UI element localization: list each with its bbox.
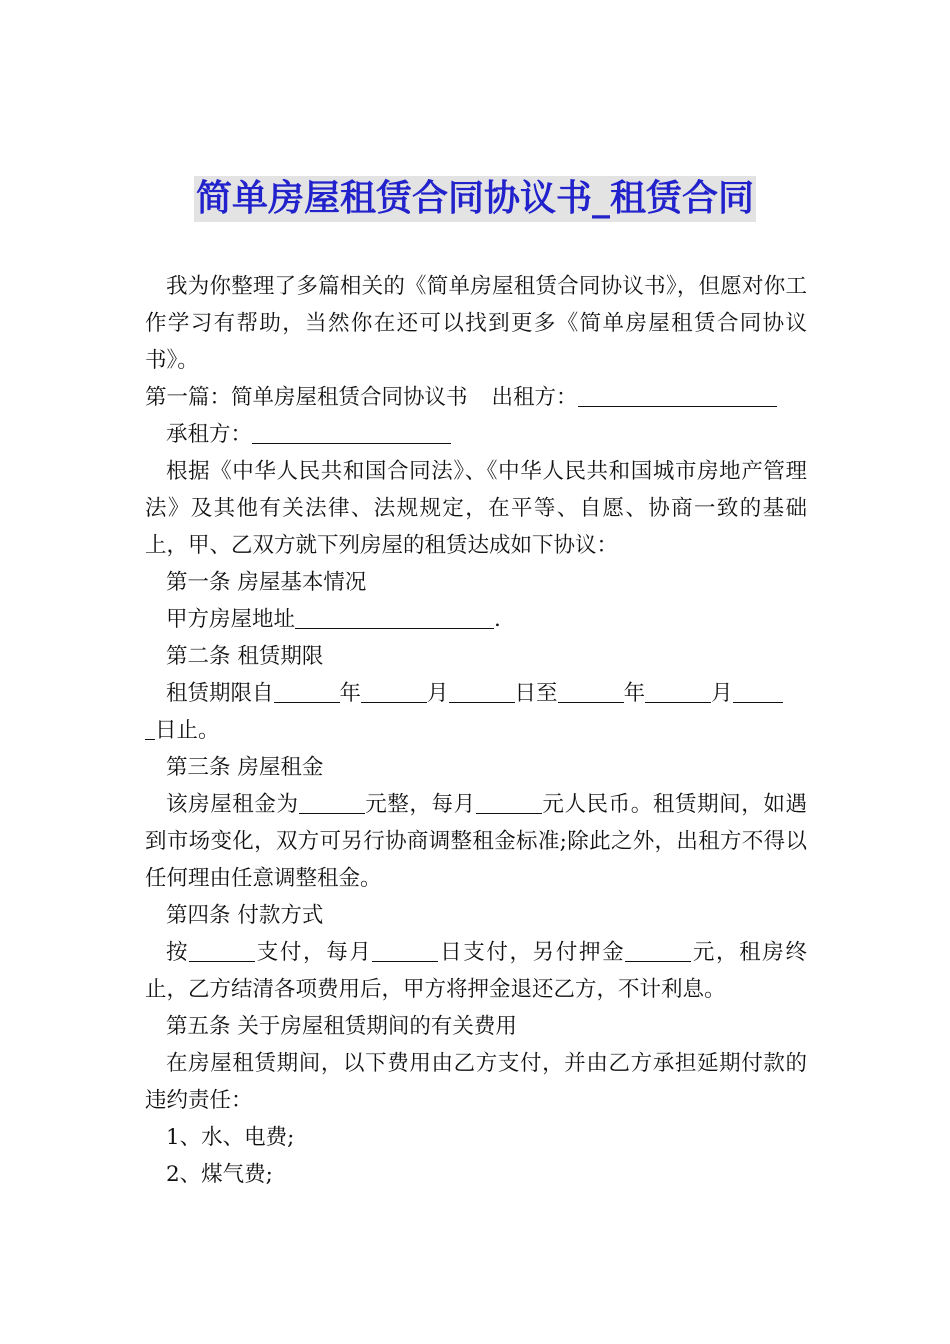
article4-paragraph (145, 934, 807, 1008)
lessee-blank (252, 421, 451, 444)
payment-monthly-label: 支付，每月 (255, 940, 373, 965)
article1-end: . (494, 607, 501, 632)
article5-paragraph: 在房屋租赁期间，以下费用由乙方支付，并由乙方承担延期付款的违约责任： (145, 1051, 807, 1113)
term-from-label: 租赁期限自 (166, 681, 274, 706)
term-end-label: 日止。 (155, 718, 220, 743)
document-title: 简单房屋租赁合同协议书_租赁合同 (194, 176, 756, 222)
lessor-blank (578, 384, 777, 407)
payment-terms: 元，租房终止，乙方结清各项费用后，甲方将押金退还乙方，不计利息。 (145, 940, 807, 1002)
article2-heading: 第二条 租赁期限 (166, 644, 324, 669)
article1-heading: 第一条 房屋基本情况 (166, 570, 367, 595)
rent-total-blank (299, 791, 365, 814)
preamble-paragraph: 根据《中华人民共和国合同法》、《中华人民共和国城市房地产管理法》及其他有关法律、法规规定，在平等、自愿、协商一致的基础上，甲、乙双方就下列房屋的租赁达成如下协议： (145, 459, 807, 558)
end-year-blank (558, 680, 624, 703)
article1-address-label: 甲方房屋地址 (166, 607, 296, 632)
end-month-blank (645, 680, 711, 703)
payment-method-blank (189, 939, 255, 962)
start-day-blank (449, 680, 515, 703)
start-month-blank (361, 680, 427, 703)
lessee-label: 承租方： (166, 422, 253, 447)
article3-paragraph (145, 786, 807, 897)
rent-label: 该房屋租金为 (166, 792, 299, 817)
article3-heading: 第三条 房屋租金 (166, 755, 324, 780)
end-day-blank-part2 (145, 717, 155, 740)
article1-address-line (145, 601, 807, 638)
fee-item: 2、煤气费; (166, 1162, 273, 1187)
article4-heading: 第四条 付款方式 (166, 903, 324, 928)
address-blank (295, 606, 494, 629)
article2-term-line (145, 675, 807, 749)
part1-line (145, 379, 807, 416)
deposit-blank (625, 939, 691, 962)
lessee-line (145, 416, 807, 453)
rent-terms: 元人民币。租赁期间，如遇到市场变化，双方可另行协商调整租金标准;除此之外，出租方不得以任何理由任意调整租金。 (145, 792, 807, 891)
start-year-blank (274, 680, 340, 703)
article5-heading: 第五条 关于房屋租赁期间的有关费用 (166, 1014, 517, 1039)
part1-heading: 第一篇：简单房屋租赁合同协议书 (145, 385, 468, 410)
year-label: 年 (339, 681, 362, 706)
rent-monthly-blank (476, 791, 542, 814)
day-to-label: 日至 (514, 681, 558, 706)
document-body (145, 268, 807, 1193)
fee-item: 1、水、电费; (166, 1125, 295, 1150)
year-label-2: 年 (623, 681, 646, 706)
payment-day-blank (372, 939, 438, 962)
deposit-label: 日支付，另付押金 (438, 940, 626, 965)
title-wrapper (0, 176, 950, 222)
payment-by-label: 按 (166, 940, 190, 965)
month-label: 月 (427, 681, 449, 706)
rent-monthly-label: 元整，每月 (364, 792, 476, 817)
end-day-blank-part1 (733, 680, 783, 703)
lessor-label: 出租方： (491, 385, 578, 410)
intro-paragraph: 我为你整理了多篇相关的《简单房屋租赁合同协议书》，但愿对你工作学习有帮助，当然你在还可以找到更多《简单房屋租赁合同协议书》。 (145, 274, 807, 373)
month-label-2: 月 (711, 681, 733, 706)
